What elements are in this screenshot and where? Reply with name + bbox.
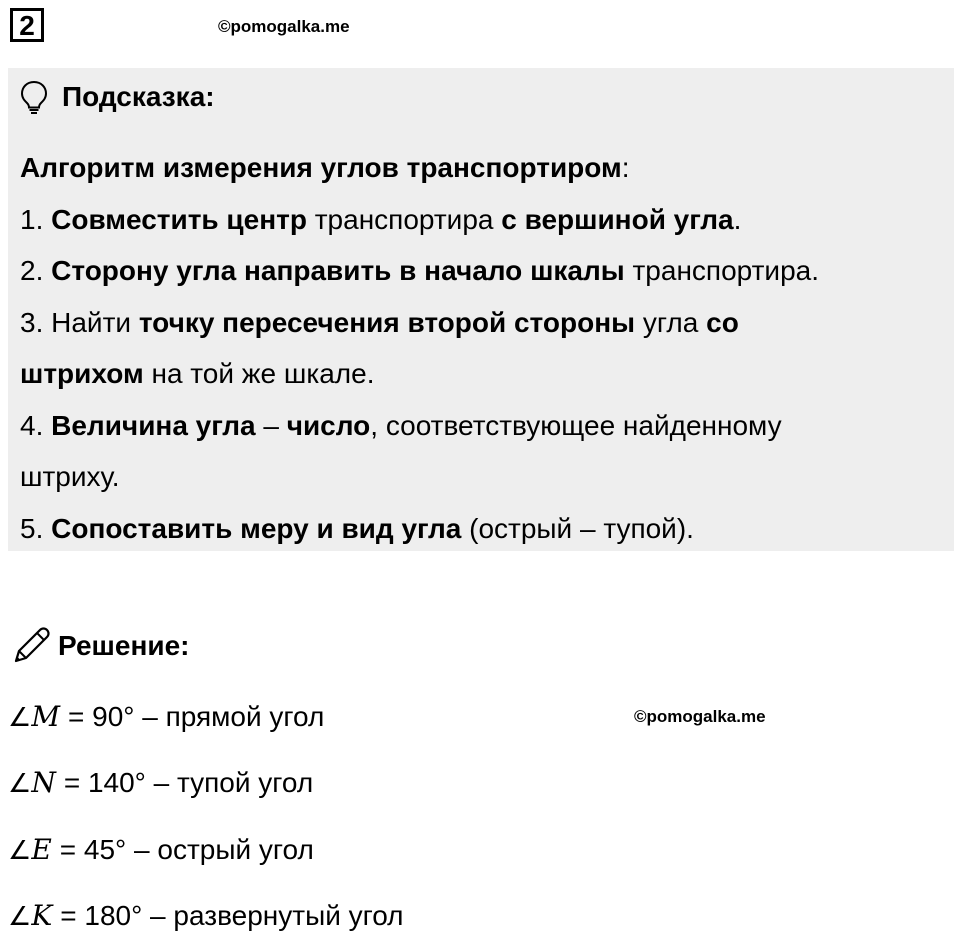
answer-line-k — [8, 896, 404, 936]
answer-line-n — [8, 763, 313, 803]
step-bold: со — [706, 306, 739, 338]
angle-symbol: ∠ — [8, 836, 32, 866]
step-number: 4. — [20, 409, 52, 441]
angle-value: = 45° – острый угол — [59, 834, 314, 865]
step-1 — [20, 198, 945, 250]
step-bold: число — [286, 409, 371, 441]
angle-value: = 90° – прямой угол — [67, 701, 325, 732]
step-bold: Сопоставить меру и вид угла — [51, 512, 462, 544]
step-text: , соответствующее найденному — [370, 409, 782, 441]
angle-value: = 180° – развернутый угол — [60, 900, 404, 931]
hint-title: Подсказка: — [62, 81, 215, 112]
solution-header — [10, 624, 189, 668]
colon: : — [621, 152, 630, 183]
step-2 — [20, 249, 945, 301]
angle-symbol: ∠ — [8, 769, 32, 799]
angle-name: N — [31, 766, 56, 799]
step-3-cont — [20, 352, 945, 404]
step-bold: Величина угла — [51, 409, 256, 441]
answer-line-e — [8, 830, 314, 870]
solution-title: Решение: — [58, 630, 190, 661]
step-bold: с вершиной угла — [501, 203, 734, 235]
algorithm-title: Алгоритм измерения углов транспортиром — [20, 152, 622, 183]
task-number: 2 — [10, 8, 44, 42]
step-text: угла — [635, 306, 707, 338]
angle-symbol: ∠ — [8, 703, 32, 733]
watermark: ©pomogalka.me — [634, 707, 766, 726]
step-text: (острый – тупой). — [461, 512, 694, 544]
step-number: 3. Найти — [20, 306, 139, 338]
step-number: 2. — [20, 255, 52, 286]
pencil-icon — [10, 625, 52, 667]
angle-value: = 140° – тупой угол — [63, 767, 314, 798]
algorithm-title-line — [20, 146, 945, 198]
angle-name: M — [31, 700, 60, 733]
step-4 — [20, 404, 945, 456]
angle-symbol: ∠ — [8, 902, 32, 932]
angle-name: E — [31, 833, 52, 866]
step-text: . — [733, 203, 742, 235]
step-number: 1. — [20, 203, 52, 235]
hint-panel — [8, 68, 954, 551]
step-bold: Сторону угла направить в начало шкалы — [51, 255, 625, 286]
hint-header — [20, 80, 215, 114]
step-text: – — [255, 409, 287, 441]
step-number: 5. — [20, 512, 52, 544]
step-bold: точку пересечения второй стороны — [138, 306, 636, 338]
step-bold: Совместить центр — [51, 203, 307, 235]
step-text: штриху. — [20, 461, 120, 492]
lightbulb-icon — [20, 80, 48, 114]
answer-line-m — [8, 697, 324, 737]
step-text: транспортира — [306, 203, 502, 235]
step-text: на той же шкале. — [143, 358, 375, 389]
step-bold: штрихом — [20, 358, 144, 389]
step-5 — [20, 507, 945, 559]
step-3 — [20, 301, 945, 353]
step-4-cont — [20, 455, 945, 507]
watermark: ©pomogalka.me — [218, 17, 350, 36]
angle-name: K — [31, 899, 53, 932]
hint-algorithm — [20, 146, 945, 558]
step-text: транспортира. — [624, 255, 819, 286]
